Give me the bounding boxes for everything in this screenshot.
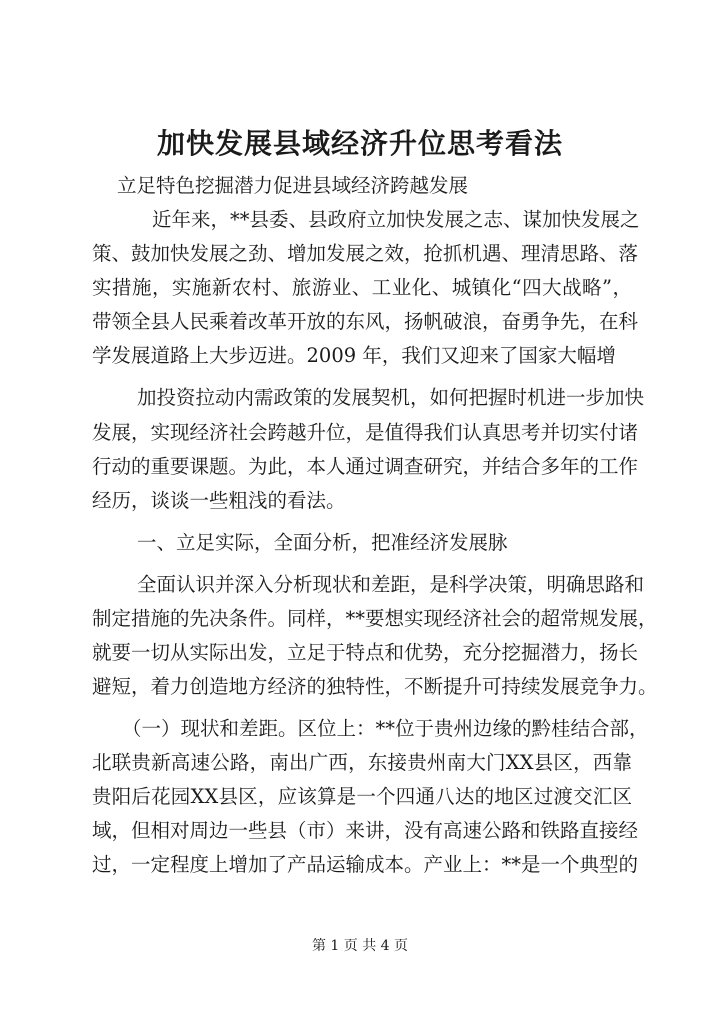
paragraph-line: 全面认识并深入分析现状和差距，是科学决策，明确思路和 <box>137 573 645 596</box>
paragraph-line: 学发展道路上大步迈进。2009 年，我们又迎来了国家大幅增 <box>92 344 616 367</box>
paragraph-line: 实措施，实施新农村、旅游业、工业化、城镇化“四大战略”， <box>92 276 632 299</box>
paragraph-line: 近年来，**县委、县政府立加快发展之志、谋加快发展之 <box>152 208 640 231</box>
paragraph-line: 制定措施的先决条件。同样，**要想实现经济社会的超常规发展， <box>92 607 658 630</box>
document-title: 加快发展县域经济升位思考看法 <box>156 127 563 160</box>
paragraph-line: 贵阳后花园XX县区，应该算是一个四通八达的地区过渡交汇区 <box>92 785 632 808</box>
page-footer: 第 1 页 共 4 页 <box>311 938 409 954</box>
paragraph-line: 经历，谈谈一些粗浅的看法。 <box>92 489 346 512</box>
paragraph-line: 行动的重要课题。为此，本人通过调查研究，并结合多年的工作 <box>92 455 639 478</box>
paragraph-line: 发展，实现经济社会跨越升位，是值得我们认真思考并切实付诸 <box>92 421 639 444</box>
section-heading: 一、立足实际，全面分析，把准经济发展脉 <box>137 531 508 554</box>
paragraph-line: 加投资拉动内需政策的发展契机，如何把握时机进一步加快 <box>137 386 645 409</box>
paragraph-line: 策、鼓加快发展之劲、增加发展之效，抢抓机遇、理清思路、落 <box>92 242 639 265</box>
paragraph-line: 避短，着力创造地方经济的独特性，不断提升可持续发展竞争力。 <box>92 675 658 698</box>
paragraph-line: 北联贵新高速公路，南出广西，东接贵州南大门XX县区，西靠 <box>92 751 632 774</box>
paragraph-line: 过，一定程度上增加了产品运输成本。产业上：**是一个典型的 <box>92 853 639 876</box>
paragraph-line: 带领全县人民乘着改革开放的东风，扬帆破浪，奋勇争先，在科 <box>92 310 639 333</box>
paragraph-line: 域，但相对周边一些县（市）来讲，没有高速公路和铁路直接经 <box>92 819 639 842</box>
document-subtitle: 立足特色挖掘潜力促进县域经济跨越发展 <box>117 174 469 197</box>
paragraph-line: （一）现状和差距。区位上：**位于贵州边缘的黔桂结合部， <box>122 717 649 740</box>
paragraph-line: 就要一切从实际出发，立足于特点和优势，充分挖掘潜力，扬长 <box>92 641 639 664</box>
